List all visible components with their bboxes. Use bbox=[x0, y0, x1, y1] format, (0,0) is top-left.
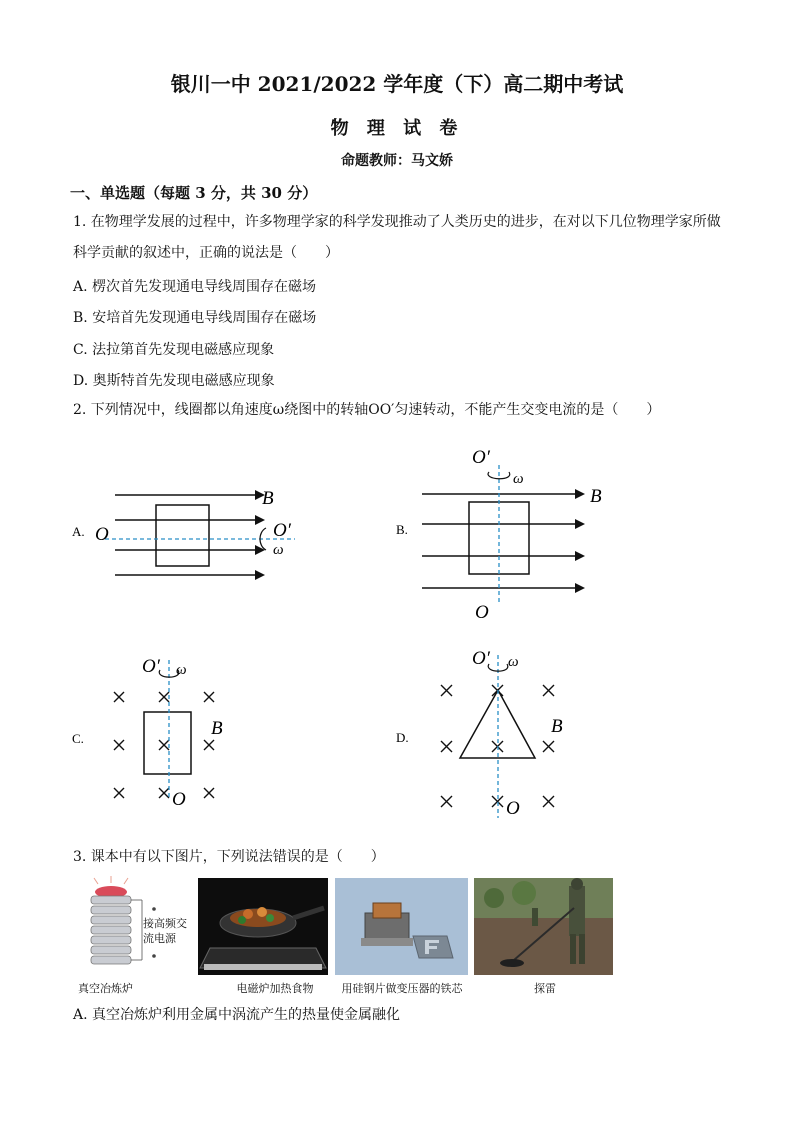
arrowhead bbox=[255, 545, 265, 555]
diagram-b-label: B. bbox=[396, 522, 408, 537]
axis-label-o-prime: O′ bbox=[472, 447, 490, 468]
axis-label-o-prime: O′ bbox=[472, 648, 490, 669]
q1-option-a: A. 楞次首先发现通电导线周围存在磁场 bbox=[73, 279, 317, 295]
q1-option-d: D. 奥斯特首先发现电磁感应现象 bbox=[73, 373, 275, 389]
diagram-c-label: C. bbox=[72, 731, 84, 746]
arrowhead bbox=[575, 489, 585, 499]
heat-rays bbox=[94, 876, 128, 884]
q1-option-b: B. 安培首先发现通电导线周围存在磁场 bbox=[73, 310, 317, 326]
axis-label-o: O bbox=[95, 524, 109, 545]
diagram-a bbox=[60, 470, 310, 590]
omega-label: ω bbox=[176, 662, 187, 678]
induction-cooker-photo bbox=[198, 878, 328, 975]
caption-mine-detection: 探雷 bbox=[534, 982, 556, 995]
axis-label-o: O bbox=[475, 602, 489, 623]
teacher-line: 命题教师：马文娇 bbox=[341, 153, 453, 169]
coil bbox=[144, 712, 191, 774]
arrowhead bbox=[255, 515, 265, 525]
axis-label-o: O bbox=[506, 798, 520, 819]
furnace-power-label: 接高频交流电源 bbox=[143, 917, 187, 945]
exam-subtitle: 物 理 试 卷 bbox=[330, 118, 464, 139]
axis-label-o: O bbox=[172, 789, 186, 810]
field-into-page-markers bbox=[114, 692, 214, 798]
q2-stem: 2. 下列情况中，线圈都以角速度ω绕图中的转轴OO′匀速转动，不能产生交变电流的是（ ） bbox=[73, 402, 661, 418]
q1-stem-line2: 科学贡献的叙述中，正确的说法是（ ） bbox=[73, 245, 339, 261]
coil bbox=[156, 505, 209, 566]
omega-label: ω bbox=[508, 654, 519, 670]
field-label-b: B bbox=[211, 718, 223, 739]
diagram-a-label: A. bbox=[72, 524, 85, 539]
arrowhead bbox=[575, 583, 585, 593]
exam-title: 银川一中 2021/2022 学年度（下）高二期中考试 bbox=[170, 72, 624, 96]
arrowhead bbox=[575, 519, 585, 529]
field-label-b: B bbox=[262, 488, 274, 509]
diagram-d-label: D. bbox=[396, 730, 409, 745]
arrowhead bbox=[575, 551, 585, 561]
q1-stem-line1: 1. 在物理学发展的过程中，许多物理学家的科学发现推动了人类历史的进步，在对以下几位物理学家所做 bbox=[73, 214, 721, 230]
caption-induction-cooker: 电磁炉加热食物 bbox=[236, 982, 314, 995]
diagram-c bbox=[60, 650, 260, 815]
q3-stem: 3. 课本中有以下图片，下列说法错误的是（ ） bbox=[73, 849, 385, 865]
axis-label-o-prime: O′ bbox=[273, 520, 291, 541]
section-heading: 一、单选题（每题 3 分，共 30 分） bbox=[70, 184, 318, 202]
caption-transformer-core: 用硅钢片做变压器的铁芯 bbox=[341, 982, 463, 995]
transformer-core-photo bbox=[335, 878, 468, 975]
diagram-b bbox=[390, 440, 630, 625]
omega-label: ω bbox=[273, 542, 284, 558]
induction-coil bbox=[91, 896, 131, 964]
field-label-b: B bbox=[590, 486, 602, 507]
axis-label-o-prime: O′ bbox=[142, 656, 160, 677]
arrowhead bbox=[255, 570, 265, 580]
omega-label: ω bbox=[513, 471, 524, 487]
q3-option-a: A. 真空冶炼炉利用金属中涡流产生的热量使金属融化 bbox=[73, 1007, 401, 1023]
field-label-b: B bbox=[551, 716, 563, 737]
mine-detection-photo bbox=[474, 878, 613, 975]
caption-furnace: 真空冶炼炉 bbox=[78, 982, 133, 995]
diagram-d bbox=[390, 640, 590, 825]
q1-option-c: C. 法拉第首先发现电磁感应现象 bbox=[73, 342, 275, 358]
